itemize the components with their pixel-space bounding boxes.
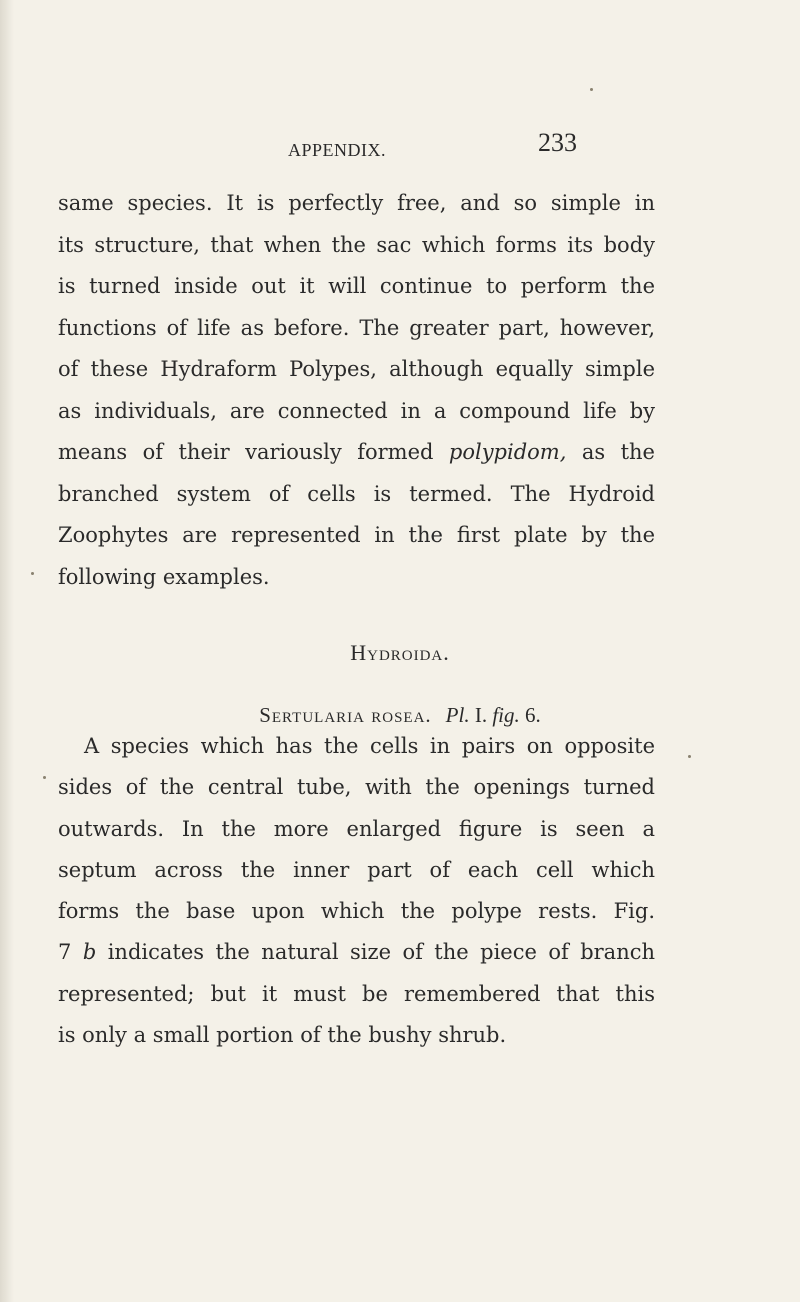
section-heading <box>0 640 800 666</box>
plate-ref-fignum: 6. <box>519 703 541 727</box>
paragraph-2 <box>58 726 655 1056</box>
text-line: of these Hydraform Polypes, although equally simple <box>58 357 655 381</box>
paper-speck <box>31 572 34 575</box>
text-fragment: as the <box>566 440 655 464</box>
text-line: is only a small portion of the bushy shrub. <box>58 1023 507 1048</box>
text-line-mixed <box>58 432 655 474</box>
text-line: same species. It is perfectly free, and so simple in <box>58 191 655 215</box>
text-line: is turned inside out it will continue to perform the <box>58 274 655 298</box>
plate-ref-pl: Pl. <box>445 703 470 727</box>
text-line: functions of life as before. The greater part, however, <box>58 315 655 340</box>
text-line: as individuals, are connected in a compound life by <box>58 398 655 423</box>
text-line: outwards. In the more enlarged figure is seen a <box>58 816 655 841</box>
section-heading-text: Hydroida. <box>350 640 450 665</box>
page-number: 233 <box>538 128 577 157</box>
paper-speck <box>590 88 593 91</box>
text-line: represented; but it must be remembered that this <box>58 981 655 1006</box>
text-line: branched system of cells is termed. The Hydroid <box>58 481 655 506</box>
text-line: Zoophytes are represented in the first plate by the <box>58 523 655 547</box>
text-line-mixed <box>58 932 655 973</box>
paper-speck <box>688 755 691 758</box>
text-line: forms the base upon which the polype rests. Fig. <box>58 899 655 924</box>
plate-ref-fig: fig. <box>492 703 520 727</box>
italic-letter-b: b <box>82 940 97 965</box>
text-line: A species which has the cells in pairs on opposite <box>84 734 655 758</box>
text-line: sides of the central tube, with the openings turned <box>58 775 655 800</box>
text-fragment: means of their variously formed <box>58 440 449 464</box>
running-head <box>0 128 800 174</box>
italic-term-polypidom: polypidom, <box>448 440 567 464</box>
text-line: septum across the inner part of each cell which <box>58 857 655 882</box>
text-line: its structure, that when the sac which forms its body <box>58 232 655 257</box>
species-heading <box>0 703 800 728</box>
species-name: Sertularia rosea. <box>259 703 432 727</box>
text-fragment: indicates the natural size of the piece of branch <box>96 940 656 965</box>
text-fragment: 7 <box>58 940 83 965</box>
paragraph-1 <box>58 183 655 598</box>
paper-speck <box>43 776 46 779</box>
text-line: following examples. <box>58 564 270 589</box>
running-title: APPENDIX. <box>288 140 387 160</box>
plate-ref-number: I. <box>469 703 493 727</box>
